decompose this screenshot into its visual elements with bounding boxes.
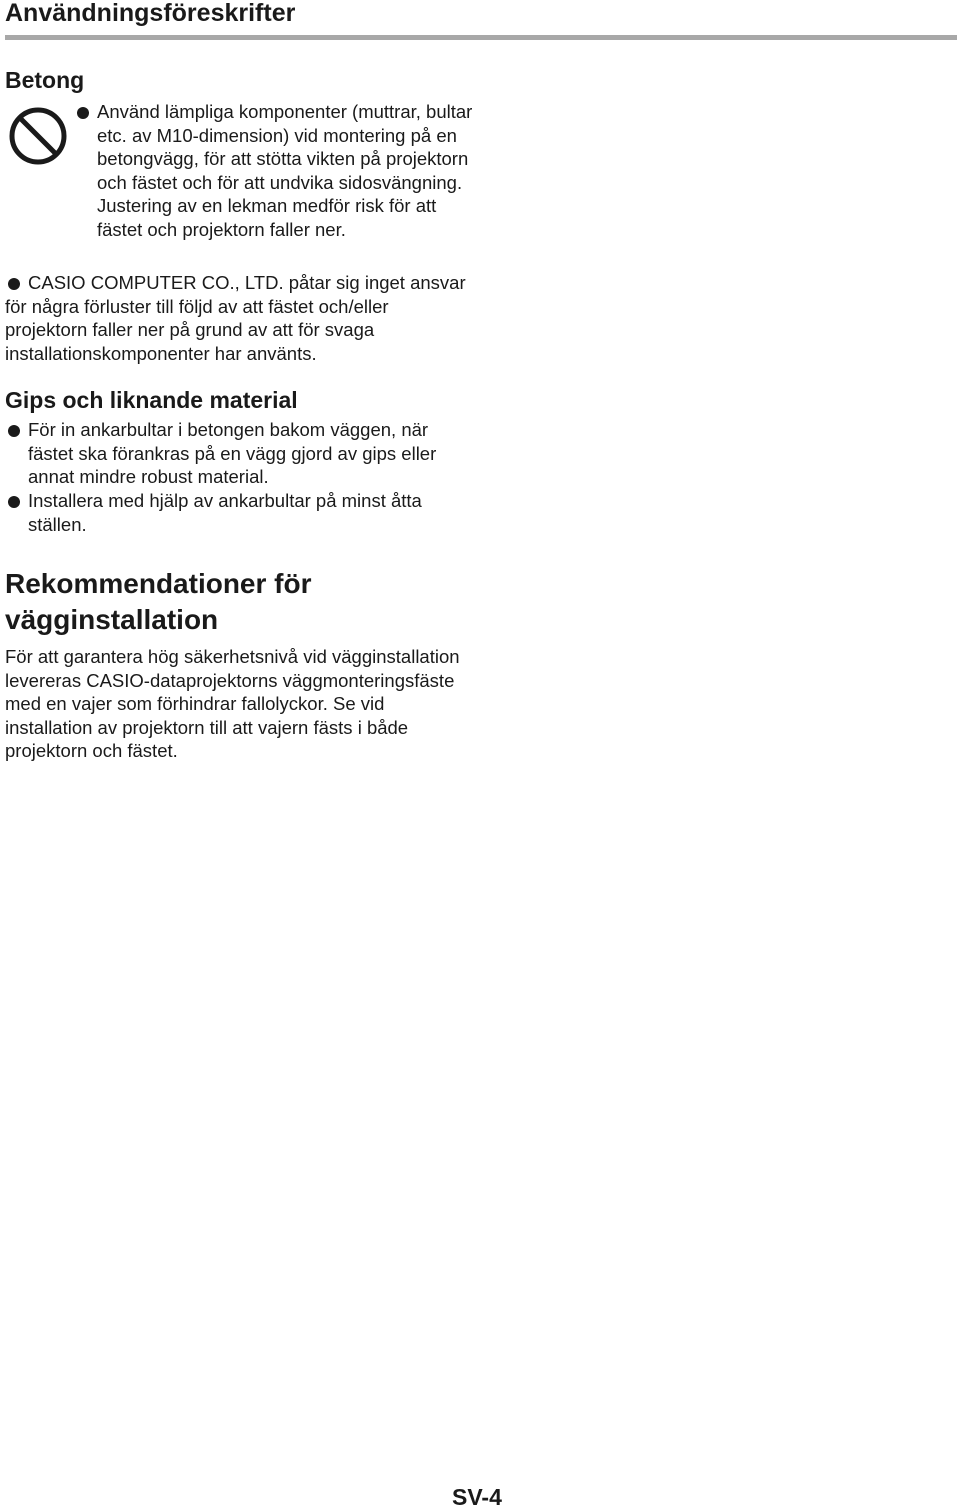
betong-item-1: Använd lämpliga komponenter (muttrar, bultar etc. av M10-dimension) vid montering på en betongvägg, för att stötta vikten på projektorn och fästet och för att undvika sidosvängning. Justering av en lekman medför risk för att fästet och projektorn faller ner. xyxy=(97,101,473,240)
gips-heading: Gips och liknande material xyxy=(5,387,298,413)
prohibition-icon xyxy=(8,106,68,166)
title-divider xyxy=(5,35,957,40)
gips-item-1: För in ankarbultar i betongen bakom väggen, när fästet ska förankras på en vägg gjord av gips eller annat mindre robust material. xyxy=(28,419,437,487)
bullet-icon xyxy=(8,496,20,508)
betong-heading: Betong xyxy=(5,67,85,93)
bullet-icon xyxy=(77,107,89,119)
bullet-icon xyxy=(8,425,20,437)
rekommendationer-body: För att garantera hög säkerhetsnivå vid vägginstallation levereras CASIO-dataprojektorns väggmonteringsfäste med en vajer som förhindrar fallolyckor. Se vid installation av projektorn till att vajern fästs i både projektorn och fästet. xyxy=(5,646,460,761)
betong-item-2: CASIO COMPUTER CO., LTD. påtar sig inget ansvar för några förluster till följd av att fästet och/eller projektorn faller ner på grund av att för svaga installationskomponenter har använts. xyxy=(5,272,466,364)
page-title: Användningsföreskrifter xyxy=(5,0,296,27)
page-number: SV-4 xyxy=(452,1484,502,1510)
rekommendationer-heading: Rekommendationer för vägginstallation xyxy=(5,568,312,635)
gips-item-2: Installera med hjälp av ankarbultar på minst åtta ställen. xyxy=(28,490,422,535)
